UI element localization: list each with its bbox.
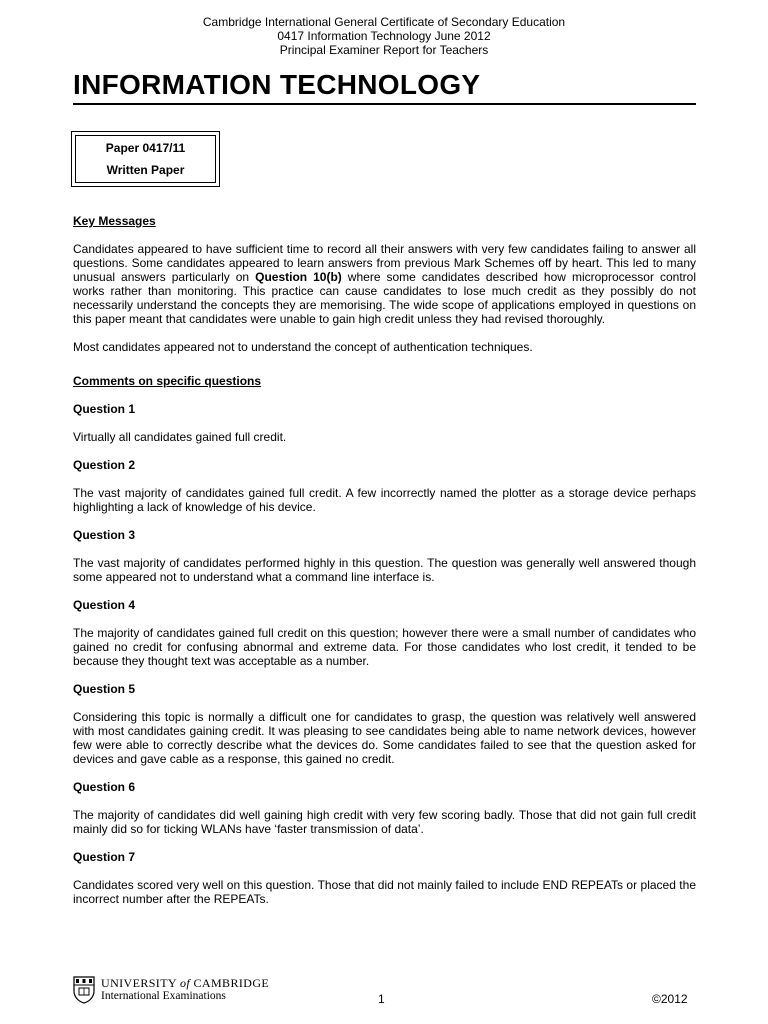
logo-cambridge: CAMBRIDGE: [193, 976, 270, 990]
header-line-syllabus: 0417 Information Technology June 2012: [277, 29, 491, 43]
key-messages-text-end: where some candidates described how microprocessor control works rather than monitoring. This practice can cause candidates to lose much credit as they possibly do not necessarily understand the concepts they are memorising. The wide scope of applications employed in questions on this paper meant that candidates were unable to gain high credit unless they had revised thoroughly.: [73, 270, 696, 326]
logo-examinations-line: International Examinations: [101, 990, 226, 1002]
question-2-comment: The vast majority of candidates gained full credit. A few incorrectly named the plotter as a storage device perhaps highlighting a lack of knowledge of his device.: [73, 486, 696, 514]
question-3-heading: Question 3: [73, 528, 136, 542]
paper-info-box-inner: [75, 135, 216, 183]
question-7-comment: Candidates scored very well on this question. Those that did not mainly failed to include END REPEATs or placed the incorrect number after the REPEATs.: [73, 878, 696, 906]
page-title: INFORMATION TECHNOLOGY: [73, 69, 481, 100]
question-7-heading: Question 7: [73, 850, 136, 864]
authentication-paragraph: Most candidates appeared not to understand the concept of authentication techniques.: [73, 340, 533, 354]
report-body: [73, 214, 696, 920]
logo-of: of: [179, 976, 191, 990]
question-6-heading: Question 6: [73, 780, 136, 794]
key-messages-heading: Key Messages: [73, 214, 156, 228]
question-4-heading: Question 4: [73, 598, 136, 612]
question-5-heading: Question 5: [73, 682, 136, 696]
header-line-qualification: Cambridge International General Certificate of Secondary Education: [202, 15, 566, 29]
key-messages-paragraph: [73, 242, 696, 326]
question-1-heading: Question 1: [73, 402, 136, 416]
logo-university-line: [101, 977, 269, 990]
paper-number: Paper 0417/11: [105, 141, 186, 155]
key-messages-question-ref: Question 10(b): [255, 270, 342, 284]
question-5-comment: Considering this topic is normally a difficult one for candidates to grasp, the question was relatively well answered with most candidates gaining credit. It was pleasing to see candidates being able to name network devices, however few were able to correctly describe what the devices do. Some candidates failed to see that the question asked for devices and gave cable as a response, this gained no credit.: [73, 710, 696, 766]
question-4-comment: The majority of candidates gained full credit on this question; however there were a small number of candidates who gained no credit for confusing abnormal and extreme data. For those candidates who lost credit, it tended to be because they thought text was acceptable as a number.: [73, 626, 696, 668]
question-3-comment: The vast majority of candidates performed highly in this question. The question was generally well answered though some appeared not to understand what a command line interface is.: [73, 556, 696, 584]
page-header: [0, 15, 768, 57]
comments-heading: Comments on specific questions: [73, 374, 262, 388]
paper-type: Written Paper: [106, 163, 185, 177]
question-2-heading: Question 2: [73, 458, 136, 472]
question-6-comment: The majority of candidates did well gaining high credit with very few scoring badly. Those that did not gain full credit mainly did so for ticking WLANs have ‘faster transmission of data’.: [73, 808, 696, 836]
logo-wordmark: [101, 977, 269, 1003]
logo-university: UNIVERSITY: [101, 976, 177, 990]
paper-info-box: [71, 131, 220, 187]
page-number: 1: [378, 992, 385, 1006]
key-messages-text-start: Candidates appeared to have sufficient time to record all their answers with very few candidates failing to answer all questions. Some candidates appeared to learn answers from previous Mark Schemes off by heart. This led to many unusual answers particularly on: [73, 242, 696, 284]
header-line-report: Principal Examiner Report for Teachers: [279, 43, 489, 57]
crest-icon: [73, 976, 95, 1004]
copyright-notice: ©2012: [652, 992, 688, 1006]
title-underline: [73, 103, 696, 105]
question-1-comment: Virtually all candidates gained full credit.: [73, 430, 287, 444]
